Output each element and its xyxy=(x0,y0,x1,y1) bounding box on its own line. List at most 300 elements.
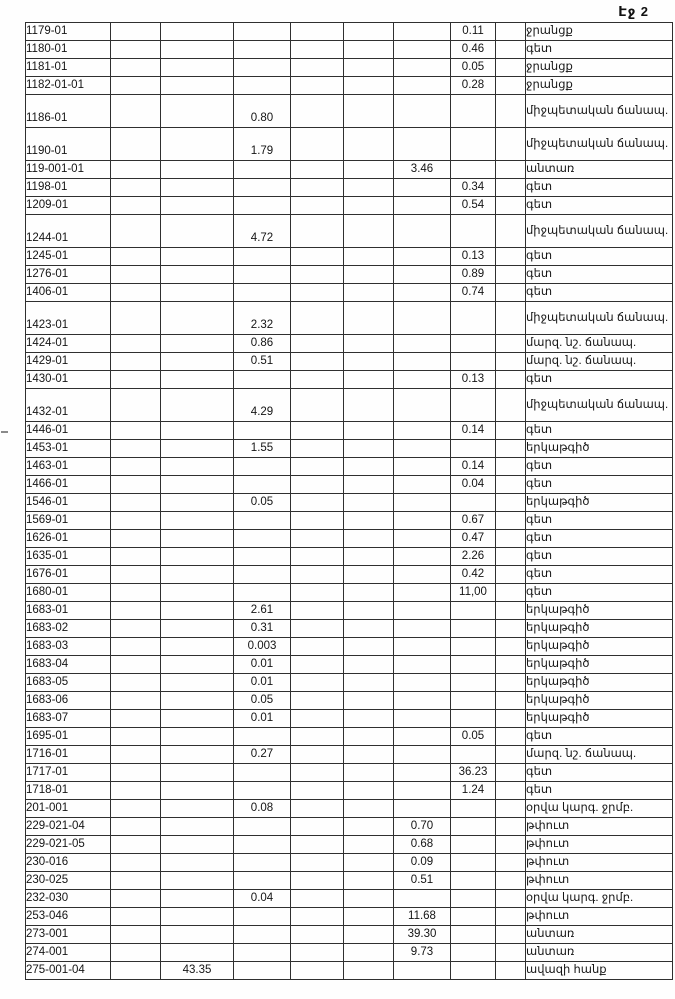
empty-cell xyxy=(496,41,526,59)
empty-cell xyxy=(161,872,234,890)
table-row xyxy=(26,476,673,494)
table-row xyxy=(26,818,673,836)
land-type-label: թփուտ xyxy=(526,818,673,836)
empty-cell xyxy=(394,59,451,77)
empty-cell xyxy=(496,95,526,128)
empty-cell xyxy=(111,266,161,284)
empty-cell xyxy=(496,284,526,302)
empty-cell xyxy=(111,23,161,41)
empty-cell xyxy=(496,872,526,890)
empty-cell xyxy=(344,728,394,746)
empty-cell xyxy=(496,248,526,266)
empty-cell xyxy=(161,620,234,638)
empty-cell xyxy=(496,926,526,944)
area-value: 0.14 xyxy=(451,458,496,476)
empty-cell xyxy=(496,128,526,161)
empty-cell xyxy=(496,161,526,179)
empty-cell xyxy=(496,620,526,638)
parcel-id: 1626-01 xyxy=(26,530,111,548)
empty-cell xyxy=(344,95,394,128)
empty-cell xyxy=(394,512,451,530)
table-row xyxy=(26,800,673,818)
empty-cell xyxy=(111,674,161,692)
empty-cell xyxy=(291,266,344,284)
table-row xyxy=(26,890,673,908)
table-row xyxy=(26,353,673,371)
empty-cell xyxy=(344,248,394,266)
empty-cell xyxy=(111,602,161,620)
empty-cell xyxy=(496,458,526,476)
land-type-label: մարզ. նշ. ճանապ. xyxy=(526,746,673,764)
table-row xyxy=(26,710,673,728)
land-type-label: երկաթգիծ xyxy=(526,692,673,710)
land-type-label: գետ xyxy=(526,248,673,266)
empty-cell xyxy=(161,458,234,476)
empty-cell xyxy=(394,584,451,602)
empty-cell xyxy=(496,389,526,422)
empty-cell xyxy=(111,944,161,962)
parcel-id: 1716-01 xyxy=(26,746,111,764)
empty-cell xyxy=(291,23,344,41)
empty-cell xyxy=(234,458,291,476)
empty-cell xyxy=(451,602,496,620)
empty-cell xyxy=(161,800,234,818)
area-value: 0.54 xyxy=(451,197,496,215)
parcel-id: 119-001-01 xyxy=(26,161,111,179)
empty-cell xyxy=(394,389,451,422)
land-type-label: գետ xyxy=(526,284,673,302)
area-value: 0.01 xyxy=(234,674,291,692)
empty-cell xyxy=(496,422,526,440)
empty-cell xyxy=(344,746,394,764)
parcel-id: 1683-02 xyxy=(26,620,111,638)
area-value: 39.30 xyxy=(394,926,451,944)
empty-cell xyxy=(111,890,161,908)
empty-cell xyxy=(291,77,344,95)
parcel-id: 1276-01 xyxy=(26,266,111,284)
empty-cell xyxy=(451,710,496,728)
empty-cell xyxy=(291,512,344,530)
empty-cell xyxy=(394,710,451,728)
area-value: 2.61 xyxy=(234,602,291,620)
empty-cell xyxy=(234,530,291,548)
empty-cell xyxy=(291,95,344,128)
empty-cell xyxy=(394,728,451,746)
empty-cell xyxy=(344,512,394,530)
parcel-id: 253-046 xyxy=(26,908,111,926)
area-value: 0.67 xyxy=(451,512,496,530)
area-value: 0.04 xyxy=(234,890,291,908)
table-row xyxy=(26,440,673,458)
empty-cell xyxy=(111,728,161,746)
table-row xyxy=(26,620,673,638)
empty-cell xyxy=(161,23,234,41)
empty-cell xyxy=(234,836,291,854)
empty-cell xyxy=(496,656,526,674)
table-row xyxy=(26,656,673,674)
empty-cell xyxy=(344,872,394,890)
empty-cell xyxy=(234,59,291,77)
parcel-id: 1424-01 xyxy=(26,335,111,353)
empty-cell xyxy=(291,476,344,494)
empty-cell xyxy=(111,440,161,458)
empty-cell xyxy=(111,476,161,494)
empty-cell xyxy=(234,584,291,602)
empty-cell xyxy=(496,476,526,494)
area-value: 0.05 xyxy=(234,494,291,512)
area-value: 1.55 xyxy=(234,440,291,458)
empty-cell xyxy=(394,41,451,59)
empty-cell xyxy=(344,161,394,179)
empty-cell xyxy=(344,335,394,353)
empty-cell xyxy=(291,818,344,836)
parcel-id: 1190-01 xyxy=(26,128,111,161)
table-row xyxy=(26,782,673,800)
empty-cell xyxy=(111,59,161,77)
empty-cell xyxy=(344,638,394,656)
parcel-id: 1683-06 xyxy=(26,692,111,710)
empty-cell xyxy=(451,656,496,674)
empty-cell xyxy=(161,302,234,335)
empty-cell xyxy=(496,566,526,584)
empty-cell xyxy=(451,926,496,944)
empty-cell xyxy=(111,566,161,584)
empty-cell xyxy=(496,728,526,746)
area-value: 0.51 xyxy=(394,872,451,890)
area-value: 0.01 xyxy=(234,656,291,674)
empty-cell xyxy=(111,908,161,926)
parcel-id: 1569-01 xyxy=(26,512,111,530)
empty-cell xyxy=(234,161,291,179)
empty-cell xyxy=(394,77,451,95)
table-row xyxy=(26,602,673,620)
empty-cell xyxy=(161,248,234,266)
area-value: 3.46 xyxy=(394,161,451,179)
empty-cell xyxy=(161,692,234,710)
table-row xyxy=(26,512,673,530)
empty-cell xyxy=(234,944,291,962)
empty-cell xyxy=(344,179,394,197)
empty-cell xyxy=(234,548,291,566)
empty-cell xyxy=(161,566,234,584)
area-value: 11.68 xyxy=(394,908,451,926)
empty-cell xyxy=(161,128,234,161)
empty-cell xyxy=(344,41,394,59)
empty-cell xyxy=(291,638,344,656)
empty-cell xyxy=(291,890,344,908)
parcel-id: 1181-01 xyxy=(26,59,111,77)
empty-cell xyxy=(344,818,394,836)
empty-cell xyxy=(344,656,394,674)
empty-cell xyxy=(161,854,234,872)
empty-cell xyxy=(234,41,291,59)
empty-cell xyxy=(161,512,234,530)
empty-cell xyxy=(291,248,344,266)
empty-cell xyxy=(111,128,161,161)
empty-cell xyxy=(451,335,496,353)
empty-cell xyxy=(451,674,496,692)
land-type-label: գետ xyxy=(526,764,673,782)
area-value: 4.29 xyxy=(234,389,291,422)
empty-cell xyxy=(344,854,394,872)
empty-cell xyxy=(496,512,526,530)
empty-cell xyxy=(111,179,161,197)
empty-cell xyxy=(161,476,234,494)
empty-cell xyxy=(291,494,344,512)
empty-cell xyxy=(161,836,234,854)
empty-cell xyxy=(291,302,344,335)
table-row xyxy=(26,836,673,854)
empty-cell xyxy=(161,284,234,302)
empty-cell xyxy=(291,284,344,302)
empty-cell xyxy=(234,284,291,302)
empty-cell xyxy=(161,215,234,248)
table-row xyxy=(26,371,673,389)
land-type-label: գետ xyxy=(526,548,673,566)
empty-cell xyxy=(161,41,234,59)
area-value: 2.26 xyxy=(451,548,496,566)
empty-cell xyxy=(451,128,496,161)
table-row xyxy=(26,638,673,656)
land-type-label: երկաթգիծ xyxy=(526,620,673,638)
empty-cell xyxy=(344,389,394,422)
land-type-label: երկաթգիծ xyxy=(526,440,673,458)
area-value: 0.42 xyxy=(451,566,496,584)
parcel-id: 1429-01 xyxy=(26,353,111,371)
empty-cell xyxy=(161,602,234,620)
empty-cell xyxy=(394,266,451,284)
empty-cell xyxy=(496,638,526,656)
land-type-label: մարզ. նշ. ճանապ. xyxy=(526,335,673,353)
empty-cell xyxy=(394,692,451,710)
empty-cell xyxy=(161,746,234,764)
area-value: 36.23 xyxy=(451,764,496,782)
empty-cell xyxy=(161,197,234,215)
empty-cell xyxy=(161,782,234,800)
empty-cell xyxy=(344,371,394,389)
land-type-label: գետ xyxy=(526,458,673,476)
table-row xyxy=(26,59,673,77)
land-type-label: գետ xyxy=(526,179,673,197)
area-value: 0.68 xyxy=(394,836,451,854)
empty-cell xyxy=(394,302,451,335)
empty-cell xyxy=(111,710,161,728)
empty-cell xyxy=(234,179,291,197)
empty-cell xyxy=(394,530,451,548)
page-number: Էջ 2 xyxy=(618,4,649,19)
empty-cell xyxy=(344,764,394,782)
table-row xyxy=(26,95,673,128)
area-value: 0.47 xyxy=(451,530,496,548)
empty-cell xyxy=(234,266,291,284)
empty-cell xyxy=(451,389,496,422)
empty-cell xyxy=(234,908,291,926)
empty-cell xyxy=(291,746,344,764)
empty-cell xyxy=(344,548,394,566)
land-parcel-table xyxy=(25,22,673,980)
empty-cell xyxy=(496,494,526,512)
empty-cell xyxy=(111,746,161,764)
empty-cell xyxy=(291,728,344,746)
empty-cell xyxy=(291,710,344,728)
land-type-label: անտառ xyxy=(526,944,673,962)
area-value: 0.01 xyxy=(234,710,291,728)
land-type-label: գետ xyxy=(526,476,673,494)
empty-cell xyxy=(291,764,344,782)
empty-cell xyxy=(161,389,234,422)
area-value: 1.79 xyxy=(234,128,291,161)
empty-cell xyxy=(451,746,496,764)
empty-cell xyxy=(344,674,394,692)
empty-cell xyxy=(161,674,234,692)
land-type-label: միջպետական ճանապ. xyxy=(526,128,673,161)
empty-cell xyxy=(161,161,234,179)
area-value: 0.70 xyxy=(394,818,451,836)
empty-cell xyxy=(394,476,451,494)
empty-cell xyxy=(111,782,161,800)
land-type-label: մարզ. նշ. ճանապ. xyxy=(526,353,673,371)
area-value: 43.35 xyxy=(161,962,234,980)
empty-cell xyxy=(111,494,161,512)
table-row xyxy=(26,566,673,584)
empty-cell xyxy=(496,335,526,353)
area-value: 9.73 xyxy=(394,944,451,962)
empty-cell xyxy=(394,197,451,215)
empty-cell xyxy=(344,59,394,77)
table-row xyxy=(26,302,673,335)
table-row xyxy=(26,530,673,548)
table-row xyxy=(26,584,673,602)
empty-cell xyxy=(344,890,394,908)
empty-cell xyxy=(291,422,344,440)
empty-cell xyxy=(496,836,526,854)
land-type-label: օրվա կարգ. ջրմբ. xyxy=(526,800,673,818)
empty-cell xyxy=(234,962,291,980)
land-type-label: թփուտ xyxy=(526,836,673,854)
empty-cell xyxy=(344,440,394,458)
empty-cell xyxy=(394,674,451,692)
parcel-id: 1186-01 xyxy=(26,95,111,128)
parcel-id: 273-001 xyxy=(26,926,111,944)
empty-cell xyxy=(496,77,526,95)
area-value: 0.34 xyxy=(451,179,496,197)
area-value: 0.05 xyxy=(451,728,496,746)
empty-cell xyxy=(291,872,344,890)
empty-cell xyxy=(496,371,526,389)
empty-cell xyxy=(451,302,496,335)
area-value: 0.14 xyxy=(451,422,496,440)
empty-cell xyxy=(161,353,234,371)
parcel-id: 1680-01 xyxy=(26,584,111,602)
empty-cell xyxy=(111,512,161,530)
area-value: 0.74 xyxy=(451,284,496,302)
empty-cell xyxy=(111,620,161,638)
empty-cell xyxy=(111,335,161,353)
empty-cell xyxy=(394,656,451,674)
area-value: 11,00 xyxy=(451,584,496,602)
land-type-label: երկաթգիծ xyxy=(526,656,673,674)
empty-cell xyxy=(111,353,161,371)
empty-cell xyxy=(496,179,526,197)
area-value: 1.24 xyxy=(451,782,496,800)
empty-cell xyxy=(291,962,344,980)
parcel-id: 1180-01 xyxy=(26,41,111,59)
land-type-label: թփուտ xyxy=(526,854,673,872)
empty-cell xyxy=(394,440,451,458)
empty-cell xyxy=(111,41,161,59)
empty-cell xyxy=(111,248,161,266)
parcel-id: 1430-01 xyxy=(26,371,111,389)
empty-cell xyxy=(496,266,526,284)
parcel-id: 1683-07 xyxy=(26,710,111,728)
empty-cell xyxy=(111,215,161,248)
table-row xyxy=(26,41,673,59)
table-row xyxy=(26,764,673,782)
table-row xyxy=(26,728,673,746)
empty-cell xyxy=(394,548,451,566)
land-type-label: գետ xyxy=(526,728,673,746)
empty-cell xyxy=(291,353,344,371)
empty-cell xyxy=(161,584,234,602)
table-row xyxy=(26,872,673,890)
empty-cell xyxy=(291,530,344,548)
empty-cell xyxy=(344,476,394,494)
land-type-label: ջրանցք xyxy=(526,23,673,41)
empty-cell xyxy=(161,440,234,458)
empty-cell xyxy=(111,371,161,389)
empty-cell xyxy=(344,944,394,962)
empty-cell xyxy=(111,962,161,980)
empty-cell xyxy=(291,602,344,620)
area-value: 0.04 xyxy=(451,476,496,494)
empty-cell xyxy=(111,389,161,422)
empty-cell xyxy=(394,422,451,440)
parcel-id: 1683-01 xyxy=(26,602,111,620)
empty-cell xyxy=(344,566,394,584)
empty-cell xyxy=(496,530,526,548)
land-type-label: գետ xyxy=(526,197,673,215)
empty-cell xyxy=(234,566,291,584)
empty-cell xyxy=(234,512,291,530)
land-type-label: երկաթգիծ xyxy=(526,494,673,512)
table-row xyxy=(26,674,673,692)
empty-cell xyxy=(394,890,451,908)
land-type-label: ջրանցք xyxy=(526,59,673,77)
area-value: 0.28 xyxy=(451,77,496,95)
empty-cell xyxy=(111,530,161,548)
land-type-label: միջպետական ճանապ. xyxy=(526,302,673,335)
empty-cell xyxy=(291,584,344,602)
empty-cell xyxy=(161,422,234,440)
empty-cell xyxy=(111,548,161,566)
empty-cell xyxy=(161,59,234,77)
empty-cell xyxy=(291,59,344,77)
parcel-id: 229-021-04 xyxy=(26,818,111,836)
empty-cell xyxy=(291,854,344,872)
empty-cell xyxy=(234,782,291,800)
land-type-label: գետ xyxy=(526,41,673,59)
empty-cell xyxy=(291,548,344,566)
empty-cell xyxy=(394,620,451,638)
empty-cell xyxy=(344,197,394,215)
empty-cell xyxy=(161,818,234,836)
empty-cell xyxy=(344,215,394,248)
empty-cell xyxy=(111,458,161,476)
empty-cell xyxy=(496,908,526,926)
land-type-label: երկաթգիծ xyxy=(526,674,673,692)
empty-cell xyxy=(161,95,234,128)
empty-cell xyxy=(496,59,526,77)
